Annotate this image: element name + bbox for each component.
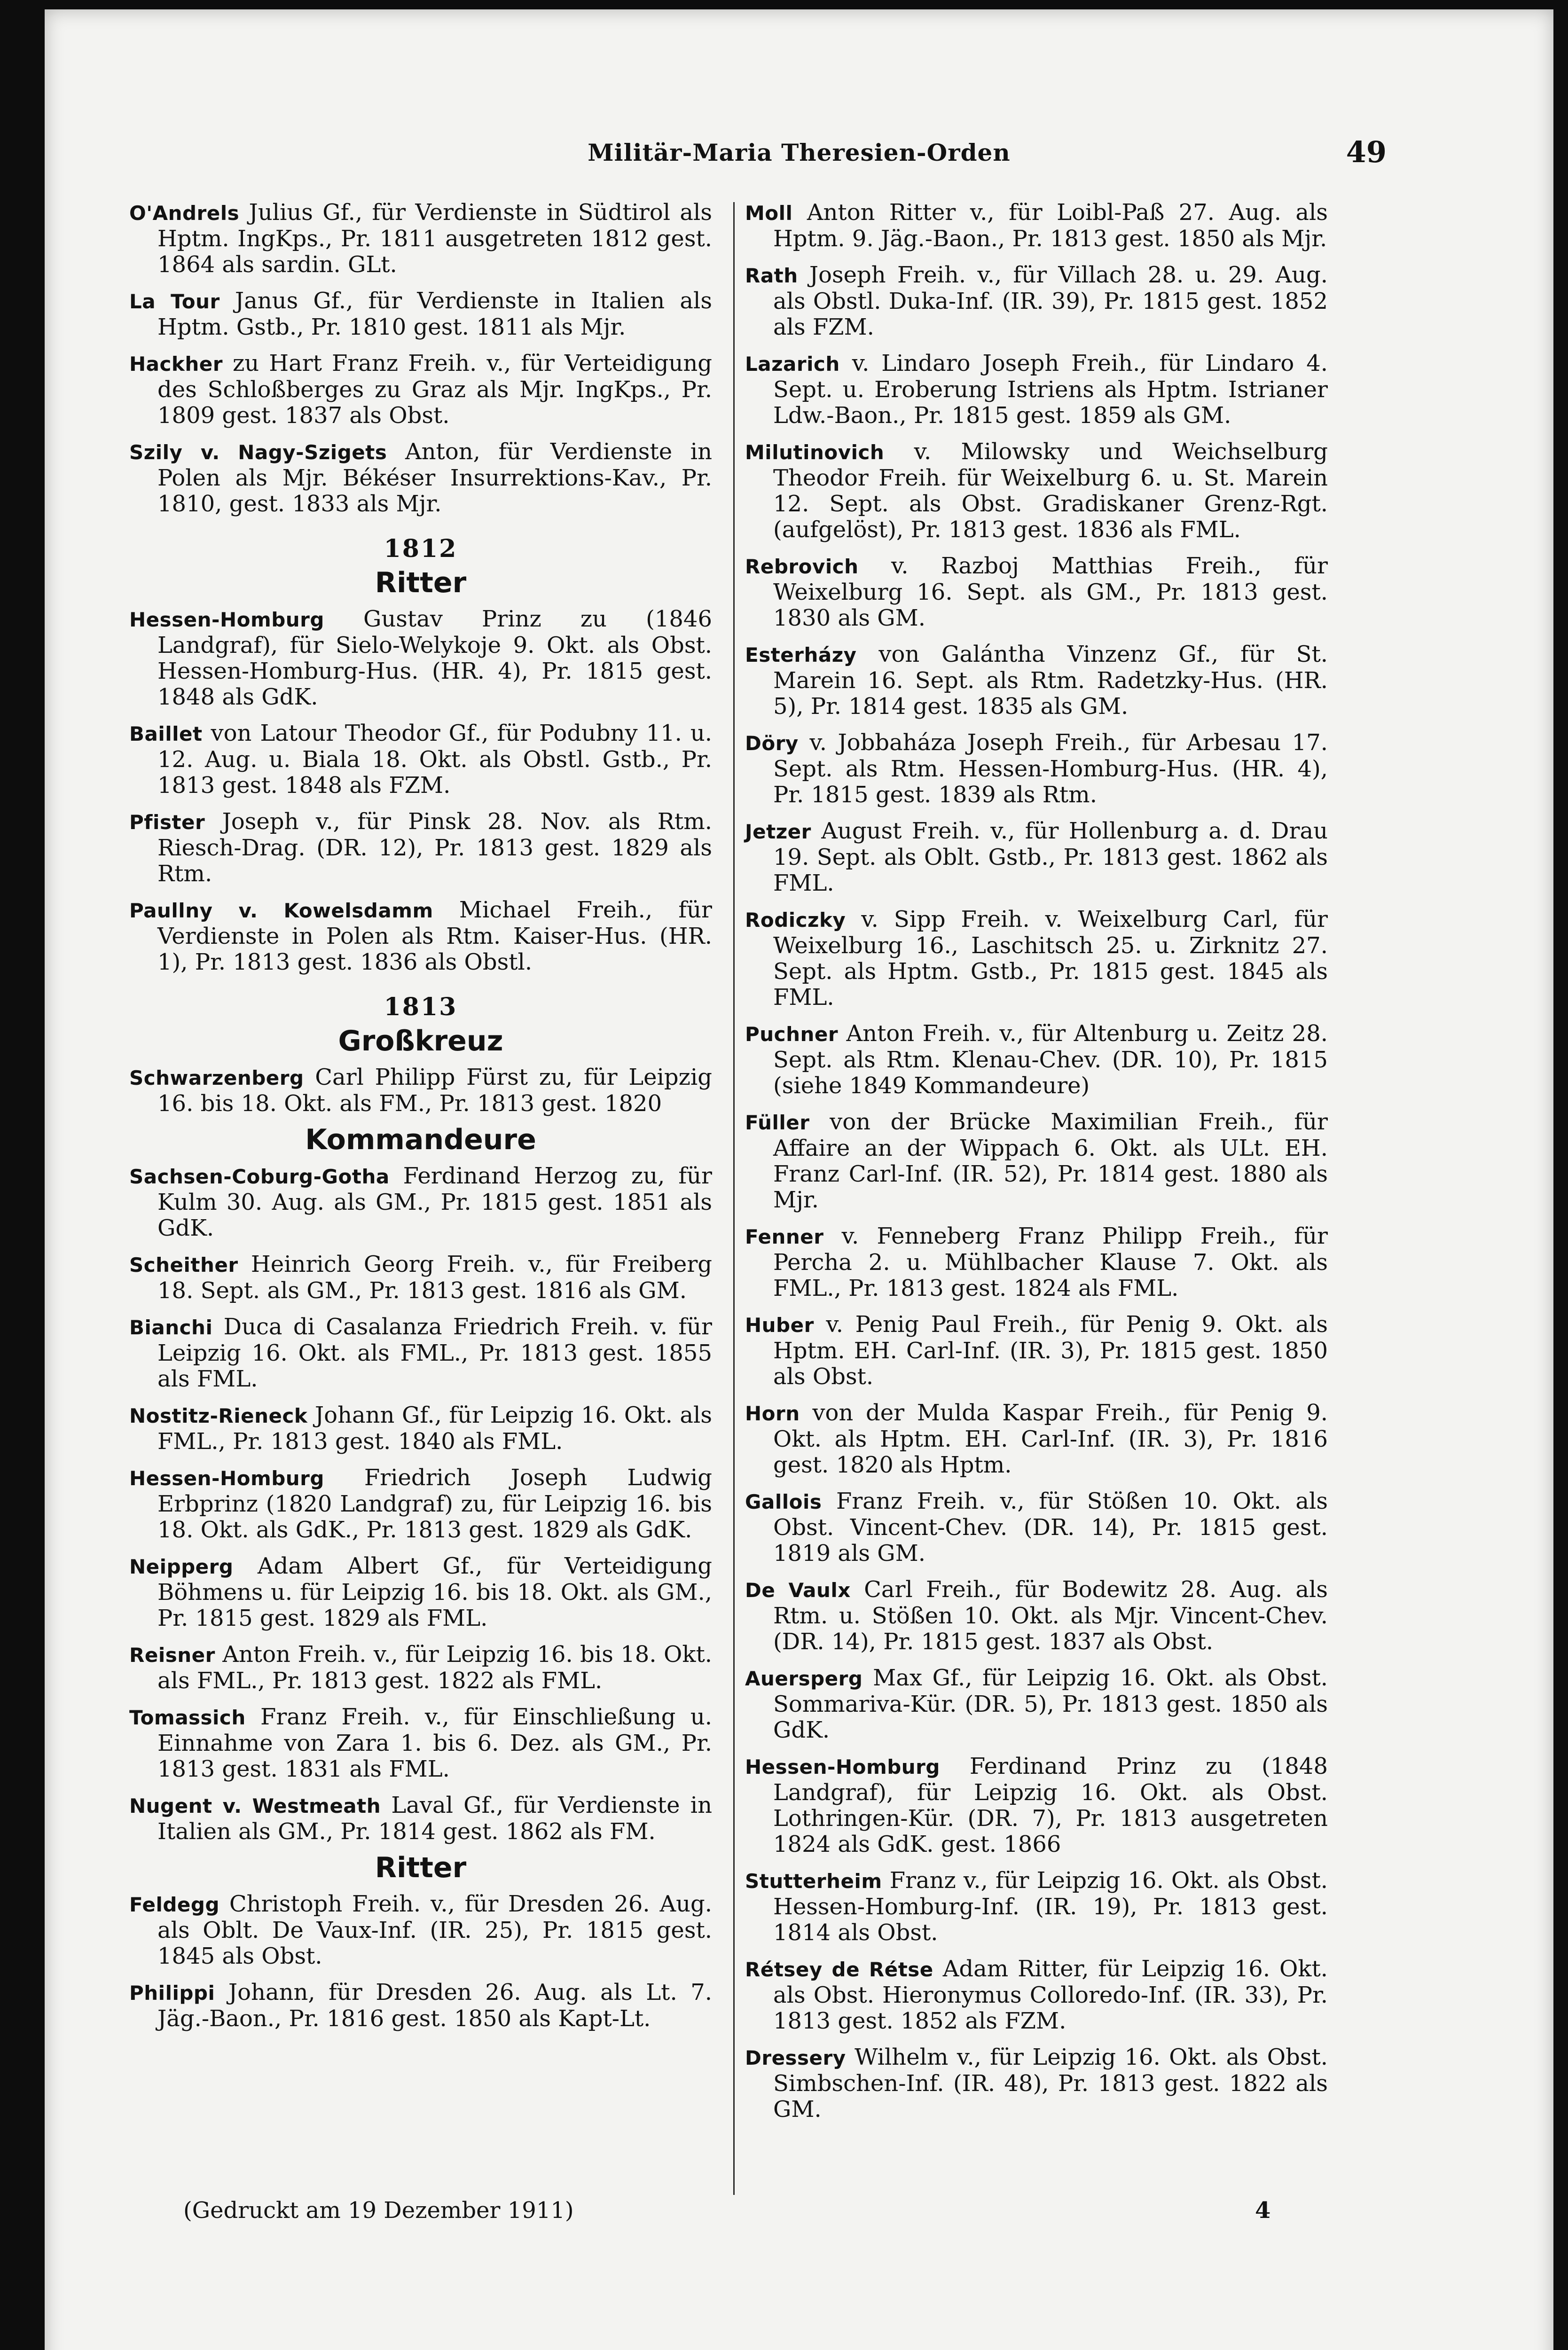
entry-name: Hessen-Homburg xyxy=(745,1755,940,1778)
section-ritter-1812: Ritter xyxy=(375,566,467,599)
register-entry xyxy=(129,1314,712,1392)
register-entry xyxy=(745,1312,1328,1390)
entry-name: Lazarich xyxy=(745,352,840,376)
entry-text: von Galántha Vinzenz Gf., für St. Marein 16. Sept. als Rtm. Radetzky-Hus. (HR. 5), Pr. 1814 gest. 1835 als GM. xyxy=(773,641,1328,720)
register-entry xyxy=(745,1109,1328,1213)
section-kommandeure: Kommandeure xyxy=(305,1123,536,1156)
entry-text: v. Penig Paul Freih., für Penig 9. Okt. als Hptm. EH. Carl-Inf. (IR. 3), Pr. 1815 gest. 1850 als Obst. xyxy=(773,1311,1328,1390)
entry-name: Rath xyxy=(745,264,798,287)
register-entry xyxy=(129,1402,712,1455)
entry-text: Johann, für Dresden 26. Aug. als Lt. 7. Jäg.-Baon., Pr. 1816 gest. 1850 als Kapt-Lt. xyxy=(157,1979,712,2032)
entry-text: Christoph Freih. v., für Dresden 26. Aug. als Oblt. De Vaux-Inf. (IR. 25), Pr. 1815 gest. 1845 als Obst. xyxy=(157,1891,712,1969)
entry-text: Franz Freih. v., für Einschließung u. Einnahme von Zara 1. bis 6. Dez. als GM., Pr. 1813 gest. 1831 als FML. xyxy=(157,1704,712,1782)
entry-name: Bianchi xyxy=(129,1316,213,1339)
entry-text: Carl Freih., für Bodewitz 28. Aug. als Rtm. u. Stößen 10. Okt. als Mjr. Vincent-Chev. (DR. 14), Pr. 1815 gest. 1837 als Obst. xyxy=(773,1576,1328,1655)
section-grosskreuz: Großkreuz xyxy=(338,1025,503,1058)
entry-name: Szily v. Nagy-Szigets xyxy=(129,441,387,464)
register-entry xyxy=(129,351,712,429)
entry-name: Feldegg xyxy=(129,1893,220,1916)
entry-text: v. Sipp Freih. v. Weixelburg Carl, für Weixelburg 16., Laschitsch 25. u. Zirknitz 27. Sept. als Hptm. Gstb., Pr. 1815 gest. 1845 als FML. xyxy=(773,906,1328,1010)
entry-text: Heinrich Georg Freih. v., für Freiberg 18. Sept. als GM., Pr. 1813 gest. 1816 als GM. xyxy=(157,1251,712,1304)
entry-name: Philippi xyxy=(129,1982,215,2005)
register-entry xyxy=(129,721,712,799)
register-entry xyxy=(129,1163,712,1241)
entry-name: Baillet xyxy=(129,722,203,745)
register-entry xyxy=(745,1021,1328,1099)
entries-grosskreuz xyxy=(129,1065,712,1117)
entry-name: Auersperg xyxy=(745,1667,863,1690)
register-entry xyxy=(745,1956,1328,2034)
entry-name: Döry xyxy=(745,732,799,755)
entry-name: O'Andrels xyxy=(129,202,240,225)
entry-text: Michael Freih., für Verdienste in Polen als Rtm. Kaiser-Hus. (HR. 1), Pr. 1813 gest. 1836 als Obstl. xyxy=(157,897,712,975)
register-entry xyxy=(745,439,1328,543)
entry-text: Adam Ritter, für Leipzig 16. Okt. als Obst. Hieronymus Colloredo-Inf. (IR. 33), Pr. 1813 gest. 1852 als FZM. xyxy=(773,1956,1328,2034)
page-number: 49 xyxy=(1346,135,1387,169)
register-entry xyxy=(745,2044,1328,2123)
register-entry xyxy=(745,1754,1328,1857)
entry-text: v. Lindaro Joseph Freih., für Lindaro 4. Sept. u. Eroberung Istriens als Hptm. Istrianer Ldw.-Baon., Pr. 1815 gest. 1859 als GM. xyxy=(773,350,1328,429)
register-entry xyxy=(129,897,712,975)
entry-text: v. Milowsky und Weichselburg Theodor Freih. für Weixelburg 6. u. St. Marein 12. Sept. als Obst. Gradiskaner Grenz-Rgt. (aufgelöst), Pr. 1813 gest. 1836 als FML. xyxy=(773,439,1328,543)
register-entry xyxy=(129,606,712,710)
register-entry xyxy=(129,1642,712,1694)
entry-text: zu Hart Franz Freih. v., für Verteidigung des Schloßberges zu Graz als Mjr. IngKps., Pr. 1809 gest. 1837 als Obst. xyxy=(157,350,712,429)
register-entry xyxy=(129,1065,712,1117)
entry-name: Hessen-Homburg xyxy=(129,608,324,631)
entry-name: Schwarzenberg xyxy=(129,1066,304,1089)
entry-name: Gallois xyxy=(745,1490,822,1513)
entry-text: Gustav Prinz zu (1846 Landgraf), für Sielo-Welykoje 9. Okt. als Obst. Hessen-Homburg-Hus. (HR. 4), Pr. 1815 gest. 1848 als GdK. xyxy=(157,606,712,710)
entry-text: v. Jobbaháza Joseph Freih., für Arbesau 17. Sept. als Rtm. Hessen-Homburg-Hus. (HR. 4), Pr. 1815 gest. 1839 als Rtm. xyxy=(773,729,1328,808)
entries-ritter-1813 xyxy=(129,1891,712,2032)
page-title: Militär-Maria Theresien-Orden xyxy=(588,139,1011,166)
entry-text: Anton Ritter v., für Loibl-Paß 27. Aug. als Hptm. 9. Jäg.-Baon., Pr. 1813 gest. 1850 als Mjr. xyxy=(773,199,1328,252)
entry-text: Wilhelm v., für Leipzig 16. Okt. als Obst. Simbschen-Inf. (IR. 48), Pr. 1813 gest. 1822 als GM. xyxy=(773,2044,1328,2123)
entry-text: von der Brücke Maximilian Freih., für Affaire an der Wippach 6. Okt. als ULt. EH. Franz Carl-Inf. (IR. 52), Pr. 1814 gest. 1880 als Mjr. xyxy=(773,1109,1328,1213)
entry-text: Joseph Freih. v., für Villach 28. u. 29. Aug. als Obstl. Duka-Inf. (IR. 39), Pr. 1815 gest. 1852 als FZM. xyxy=(773,262,1328,340)
entry-name: Horn xyxy=(745,1402,800,1425)
entry-name: Moll xyxy=(745,202,793,225)
entry-text: Julius Gf., für Verdienste in Südtirol als Hptm. IngKps., Pr. 1811 ausgetreten 1812 gest. 1864 als sardin. GLt. xyxy=(157,199,712,278)
entry-name: Hackher xyxy=(129,352,223,376)
entry-text: v. Fenneberg Franz Philipp Freih., für Percha 2. u. Mühlbacher Klause 7. Okt. als FML., Pr. 1813 gest. 1824 als FML. xyxy=(773,1223,1328,1301)
register-entry xyxy=(129,1252,712,1304)
register-entry xyxy=(745,1868,1328,1946)
entry-name: Scheither xyxy=(129,1253,238,1277)
entry-text: Laval Gf., für Verdienste in Italien als GM., Pr. 1814 gest. 1862 als FM. xyxy=(157,1792,712,1845)
page-header xyxy=(45,135,1553,176)
register-entry xyxy=(745,553,1328,631)
entry-name: Rétsey de Rétse xyxy=(745,1958,933,1981)
entry-text: Max Gf., für Leipzig 16. Okt. als Obst. Sommariva-Kür. (DR. 5), Pr. 1813 gest. 1850 als GdK. xyxy=(773,1665,1328,1743)
column-divider xyxy=(733,202,735,2195)
entry-name: Nugent v. Westmeath xyxy=(129,1794,381,1817)
entry-text: von der Mulda Kaspar Freih., für Penig 9. Okt. als Hptm. EH. Carl-Inf. (IR. 3), Pr. 1816 gest. 1820 als Hptm. xyxy=(773,1400,1328,1478)
register-entry xyxy=(745,200,1328,252)
entry-text: Anton Freih. v., für Leipzig 16. bis 18. Okt. als FML., Pr. 1813 gest. 1822 als FML. xyxy=(157,1641,712,1694)
entry-name: Tomassich xyxy=(129,1706,246,1729)
entries-right xyxy=(745,200,1328,2123)
entry-name: Hessen-Homburg xyxy=(129,1467,324,1490)
entry-text: August Freih. v., für Hollenburg a. d. Drau 19. Sept. als Oblt. Gstb., Pr. 1813 gest. 1862 als FML. xyxy=(773,818,1328,896)
entry-text: von Latour Theodor Gf., für Podubny 11. u. 12. Aug. u. Biala 18. Okt. als Obstl. Gstb., Pr. 1813 gest. 1848 als FZM. xyxy=(157,720,712,799)
register-entry xyxy=(745,730,1328,808)
entry-text: Ferdinand Prinz zu (1848 Landgraf), für Leipzig 16. Okt. als Obst. Lothringen-Kür. (DR. 7), Pr. 1813 ausgetreten 1824 als GdK. gest. 1866 xyxy=(773,1753,1328,1857)
entry-text: Johann Gf., für Leipzig 16. Okt. als FML., Pr. 1813 gest. 1840 als FML. xyxy=(157,1402,712,1455)
entry-name: Neipperg xyxy=(129,1555,234,1578)
entry-text: Franz v., für Leipzig 16. Okt. als Obst. Hessen-Homburg-Inf. (IR. 19), Pr. 1813 gest. 1814 als Obst. xyxy=(773,1867,1328,1946)
register-entry xyxy=(129,1891,712,1969)
entry-text: Anton, für Verdienste in Polen als Mjr. Békéser Insurrektions-Kav., Pr. 1810, gest. 1833 als Mjr. xyxy=(157,439,712,517)
book-page xyxy=(45,9,1553,2350)
entries-top xyxy=(129,200,712,517)
entry-name: Puchner xyxy=(745,1023,839,1046)
register-entry xyxy=(129,200,712,278)
entry-name: Sachsen-Coburg-Gotha xyxy=(129,1165,390,1188)
register-entry xyxy=(129,1980,712,2032)
entry-text: Joseph v., für Pinsk 28. Nov. als Rtm. Riesch-Drag. (DR. 12), Pr. 1813 gest. 1829 als Rtm. xyxy=(157,808,712,887)
entry-name: Fenner xyxy=(745,1225,824,1248)
entry-text: Janus Gf., für Verdienste in Italien als Hptm. Gstb., Pr. 1810 gest. 1811 als Mjr. xyxy=(157,288,712,340)
entry-text: Franz Freih. v., für Stößen 10. Okt. als Obst. Vincent-Chev. (DR. 14), Pr. 1815 gest. 1819 als GM. xyxy=(773,1488,1328,1567)
register-entry xyxy=(745,262,1328,340)
register-entry xyxy=(129,1793,712,1845)
register-entry xyxy=(129,439,712,517)
register-entry xyxy=(745,351,1328,429)
print-date-note: (Gedruckt am 19 Dezember 1911) xyxy=(183,2197,574,2224)
entry-name: Reisner xyxy=(129,1644,215,1667)
register-entry xyxy=(745,1223,1328,1301)
entry-name: Esterházy xyxy=(745,643,857,666)
entries-1812 xyxy=(129,606,712,975)
left-column xyxy=(129,200,712,2042)
register-entry xyxy=(129,1553,712,1631)
right-column xyxy=(745,200,1328,2133)
year-heading-1813: 1813 xyxy=(384,993,458,1021)
entry-name: Jetzer xyxy=(745,820,811,843)
page-footer xyxy=(129,2197,1398,2230)
year-heading-1812: 1812 xyxy=(384,534,458,563)
entry-name: Nostitz-Rieneck xyxy=(129,1404,308,1427)
entries-kommandeure xyxy=(129,1163,712,1845)
register-entry xyxy=(129,1704,712,1782)
register-entry xyxy=(745,1577,1328,1655)
entry-name: Rodiczky xyxy=(745,909,846,932)
register-entry xyxy=(745,642,1328,720)
entry-text: Carl Philipp Fürst zu, für Leipzig 16. bis 18. Okt. als FM., Pr. 1813 gest. 1820 xyxy=(157,1064,712,1117)
entry-text: Ferdinand Herzog zu, für Kulm 30. Aug. als GM., Pr. 1815 gest. 1851 als GdK. xyxy=(157,1163,712,1241)
entry-name: Rebrovich xyxy=(745,555,859,578)
register-entry xyxy=(129,1465,712,1543)
entry-name: Milutinovich xyxy=(745,441,885,464)
signature-mark: 4 xyxy=(1255,2197,1271,2224)
section-ritter-1813: Ritter xyxy=(375,1851,467,1884)
entry-name: Paullny v. Kowelsdamm xyxy=(129,899,433,922)
entry-name: Füller xyxy=(745,1111,810,1134)
entry-text: Friedrich Joseph Ludwig Erbprinz (1820 Landgraf) zu, für Leipzig 16. bis 18. Okt. als GdK., Pr. 1813 gest. 1829 als GdK. xyxy=(157,1465,712,1543)
register-entry xyxy=(745,1488,1328,1567)
register-entry xyxy=(745,818,1328,896)
entry-text: Adam Albert Gf., für Verteidigung Böhmens u. für Leipzig 16. bis 18. Okt. als GM., Pr. 1815 gest. 1829 als FML. xyxy=(157,1553,712,1631)
register-entry xyxy=(129,809,712,887)
entry-text: v. Razboj Matthias Freih., für Weixelburg 16. Sept. als GM., Pr. 1813 gest. 1830 als GM. xyxy=(773,553,1328,631)
register-entry xyxy=(129,288,712,340)
register-entry xyxy=(745,1400,1328,1478)
entry-text: Anton Freih. v., für Altenburg u. Zeitz 28. Sept. als Rtm. Klenau-Chev. (DR. 10), Pr. 1815 (siehe 1849 Kommandeure) xyxy=(773,1020,1328,1099)
entry-name: Stutterheim xyxy=(745,1870,882,1893)
entry-name: De Vaulx xyxy=(745,1579,851,1602)
entry-text: Duca di Casalanza Friedrich Freih. v. für Leipzig 16. Okt. als FML., Pr. 1813 gest. 1855 als FML. xyxy=(157,1314,712,1392)
entry-name: La Tour xyxy=(129,290,220,313)
register-entry xyxy=(745,907,1328,1010)
entry-name: Dressery xyxy=(745,2046,846,2069)
entry-name: Huber xyxy=(745,1314,814,1337)
register-entry xyxy=(745,1665,1328,1743)
entry-name: Pfister xyxy=(129,811,205,834)
